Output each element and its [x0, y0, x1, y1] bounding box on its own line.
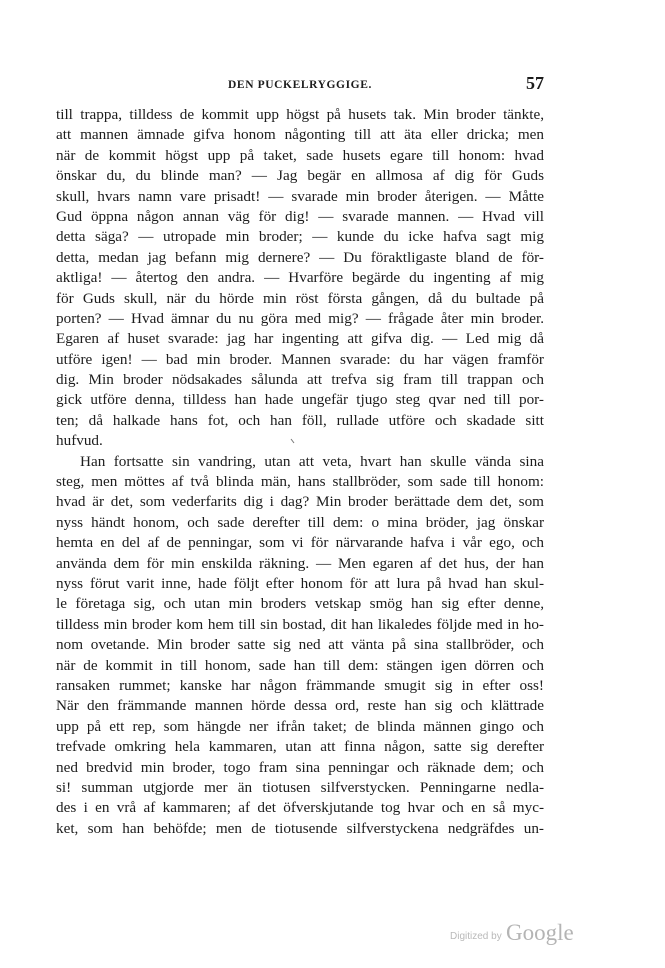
running-title: DEN PUCKELRYGGIGE.: [228, 79, 372, 91]
page-number: 57: [526, 73, 544, 93]
text-line: dig. Min broder nödsakades sålunda att trefva sig fram till trappan och: [56, 371, 544, 389]
text-line: si! summan utgjorde mer än tiotusen silfverstycken. Penningarne nedla-: [56, 778, 544, 796]
text-line: hvad är det, som vederfarits dig i dag? Min broder berättade dem det, som: [56, 493, 544, 511]
text-line: aktliga! — återtog den andra. — Hvarföre begärde du ingenting af mig: [56, 269, 544, 287]
text-line: när de kommit högst upp på taket, sade husets egare till honom: hvad: [56, 146, 544, 164]
watermark-prefix: Digitized by: [450, 931, 502, 942]
google-logo: Google: [506, 920, 574, 945]
text-line: till trappa, tilldess de kommit upp högst på husets tak. Min broder tänkte,: [56, 106, 544, 123]
text-line: nyss förut varit inne, hade följt efter honom för att lura på hvad han skul-: [56, 574, 544, 592]
text-line: porten? — Hvad ämnar du nu göra med mig? — frågade åter min broder.: [56, 309, 544, 327]
text-line: upp på ett rep, som hängde ner ifrån taket; de blinda männen gingo och: [56, 717, 544, 735]
text-line: detta säga? — utropade min broder; — kunde du icke hafva sagt mig: [56, 228, 544, 246]
text-line: Egaren af huset svarade: jag har ingenting att gifva dig. — Led mig då: [56, 330, 544, 348]
text-line: ten; då halkade hans fot, och han föll, rullade utföre och skadade sitt: [56, 411, 544, 429]
text-line: Gud öppna någon annan väg för dig! — svarade mannen. — Hvad vill: [56, 207, 544, 225]
digitized-watermark: [450, 922, 590, 948]
text-line: att mannen ämnade gifva honom någonting till att äta eller dricka; men: [56, 126, 544, 144]
text-line: utföre igen! — bad min broder. Mannen svarade: du har vägen framför: [56, 350, 544, 368]
text-line: le företaga sig, och utan min broders vetskap smög han sig efter denne,: [56, 595, 544, 613]
text-line: när de kommit in till honom, sade han till dem: stängen igen dörren och: [56, 656, 544, 674]
ink-mark: [290, 436, 296, 447]
text-line: skull, hvars namn vare prisadt! — svarade min broder återigen. — Måtte: [56, 187, 544, 205]
text-line: tilldess min broder kom hem till sin bostad, dit han likaledes följde med in ho-: [56, 615, 544, 633]
text-line: hufvud.: [56, 432, 103, 450]
text-line: När den främmande mannen hörde dessa ord, reste han sig och klättrade: [56, 697, 544, 715]
text-line: steg, men möttes af två blinda män, hans stallbröder, som sade till honom:: [56, 473, 544, 491]
text-line: Han fortsatte sin vandring, utan att veta, hvart han skulle vända sina: [80, 452, 544, 470]
text-line: hemta en del af de penningar, som vi för närvarande hafva i vår ego, och: [56, 534, 544, 552]
body-text: [56, 105, 544, 839]
text-line: använda dem för min enskilda räkning. — Men egaren af det hus, der han: [56, 554, 544, 572]
text-line: gick utföre denna, tilldess han hade ungefär tjugo steg qvar ned till por-: [56, 391, 544, 409]
paragraph: [56, 452, 544, 839]
text-line: des i en vrå af kammaren; af det öfverskjutande tog hvar och en så myc-: [56, 799, 544, 817]
text-line: nyss händt honom, och sade derefter till dem: o mina bröder, jag önskar: [56, 513, 544, 531]
text-line: trefvade omkring hela kammaren, utan att finna någon, satte sig derefter: [56, 738, 544, 756]
text-line: nom ovetande. Min broder satte sig ned att vänta på sina stallbröder, och: [56, 636, 544, 654]
paragraph: [56, 105, 544, 452]
text-line: ned bredvid min broder, togo fram sina penningar och räknade dem; och: [56, 758, 544, 776]
text-line: för Guds skull, när du hörde min röst första gången, då du bultade på: [56, 289, 544, 307]
text-line: ransaken rummet; kanske har någon främmande smugit sig in efter oss!: [56, 676, 544, 694]
text-line: ket, som han behöfde; men de tiotusende silfverstyckena nedgräfdes un-: [56, 819, 544, 837]
page-header: [56, 73, 544, 97]
text-line: önskar du, du blinde man? — Jag begär en allmosa af dig för Guds: [56, 167, 544, 185]
text-line: detta, medan jag befann mig dernere? — Du föraktligaste bland de för-: [56, 248, 544, 266]
